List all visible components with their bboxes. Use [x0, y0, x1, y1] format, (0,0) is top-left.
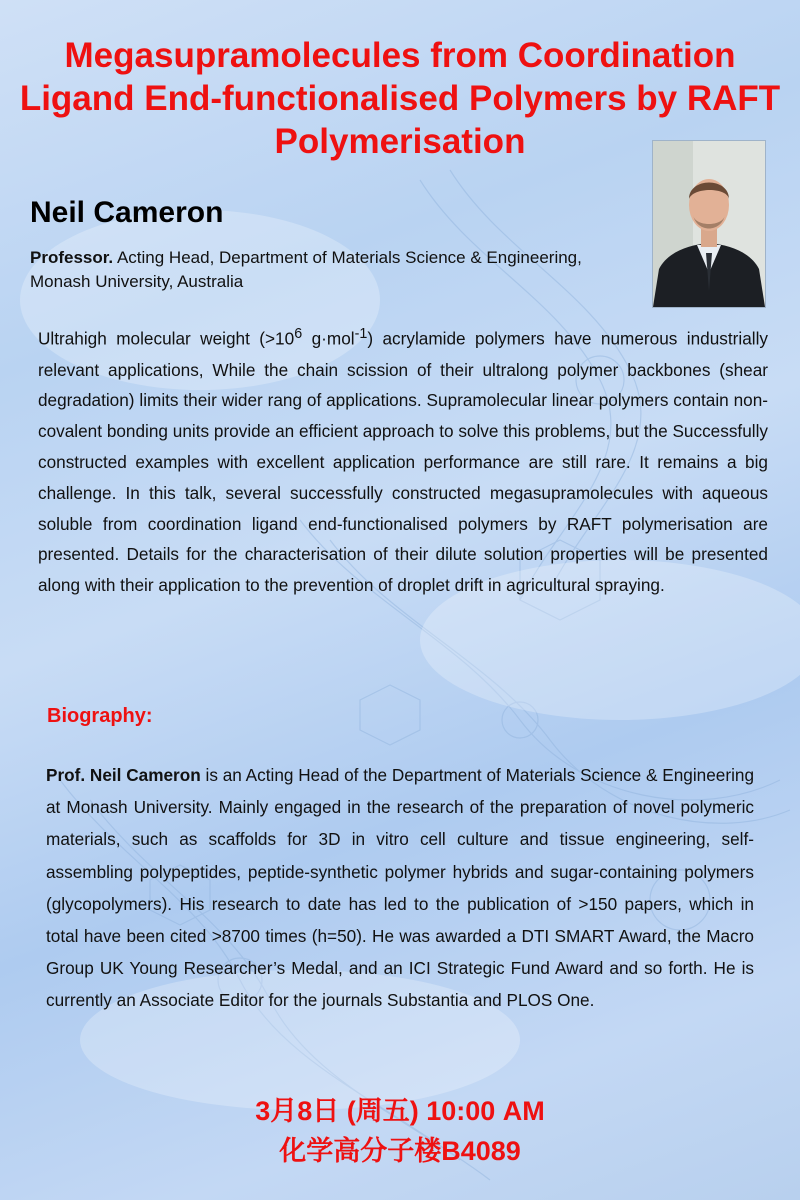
event-datetime: 3月8日 (周五) 10:00 AM: [255, 1096, 545, 1126]
abstract-sup-exponent: 6: [294, 326, 303, 342]
abstract-sup-unit: -1: [354, 326, 368, 342]
biography-name: Prof. Neil Cameron: [46, 765, 201, 785]
speaker-affiliation-text: Acting Head, Department of Materials Science & Engineering, Monash University, Australia: [30, 248, 582, 291]
biography-text: is an Acting Head of the Department of Materials Science & Engineering at Monash University. Mainly engaged in the research of the preparation of novel polymeric materials, such as scaffolds for 3D in vitro cell culture and tissue engineering, self-assembling polypeptides, peptide-synthetic polymer hybrids and sugar-containing polymers (glycopolymers). His research to date has led to the publication of >150 papers, which in total have been cited >8700 times (h=50). He was awarded a DTI SMART Award, the Macro Group UK Young Researcher’s Medal, and an ICI Strategic Fund Award and so forth. He is currently an Associate Editor for the journals Substantia and PLOS One.: [46, 765, 755, 1011]
speaker-role: Professor.: [30, 248, 114, 267]
abstract: [38, 319, 768, 601]
abstract-text-unit: g·mol: [302, 328, 355, 349]
speaker-photo: [652, 140, 766, 308]
event-location: 化学高分子楼B4089: [279, 1136, 521, 1166]
abstract-text-body: ) acrylamide polymers have numerous industrially relevant applications, While the chain scission of their ultralong polymer backbones (shear degradation) limits their wider rang of applications. Supramolecular linear polymers contain non-covalent bonding units provide an efficient approach to solve this problems, but the Successfully constructed examples with excellent application performance are still rare. It remains a big challenge. In this talk, several successfully constructed megasupramolecules with aqueous soluble from coordination ligand end-functionalised polymers by RAFT polymerisation are presented. Details for the characterisation of their dilute solution properties will be presented along with their application to the prevention of droplet drift in agricultural spraying.: [38, 328, 768, 596]
abstract-text-pre: Ultrahigh molecular weight (>10: [38, 328, 295, 349]
biography: [46, 759, 754, 1017]
talk-title: Megasupramolecules from Coordination Ligand End-functionalised Polymers by RAFT Polymerisation: [19, 36, 781, 161]
speaker-affiliation: [30, 246, 630, 294]
biography-heading: Biography:: [47, 705, 153, 727]
speaker-name: Neil Cameron: [30, 196, 224, 229]
